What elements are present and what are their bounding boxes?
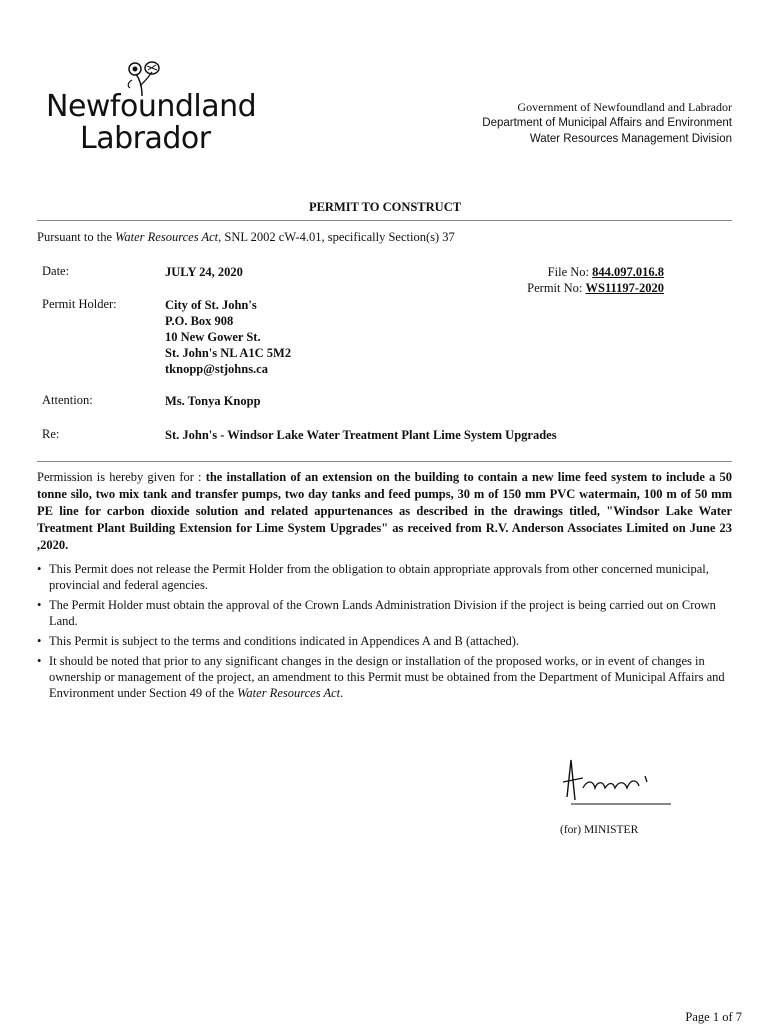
- government-logo: [44, 58, 257, 158]
- permission-body: the installation of an extension on the building to contain a new lime feed system to include a 50 tonne silo, two mix tank and transfer pumps, two day tanks and feed pumps, 30 m of 150 mm PVC watermain, 100 m of 50 mm PE line for carbon dioxide solution and related appurtenances as described in the drawings titled, "Windsor Lake Water Treatment Plant Building Extension for Lime System Upgrades" as received from R.V. Anderson Associates Limited on June 23 ,2020.: [37, 470, 732, 552]
- condition-item: • The Permit Holder must obtain the approval of the Crown Lands Administration Division if the project is being carried out on Crown Land.: [37, 598, 716, 628]
- file-info: [527, 264, 664, 296]
- document-title: PERMIT TO CONSTRUCT: [308, 200, 462, 214]
- permission-paragraph: [37, 469, 732, 554]
- date-value: JULY 24, 2020: [165, 265, 243, 279]
- holder-name: City of St. John's: [165, 298, 257, 312]
- holder-email: tknopp@stjohns.ca: [165, 362, 268, 376]
- permit-no-value: WS11197-2020: [585, 281, 664, 295]
- holder-street: 10 New Gower St.: [165, 330, 261, 344]
- re-label: Re:: [42, 427, 60, 441]
- department-name: Department of Municipal Affairs and Environment: [482, 117, 732, 129]
- signature-caption: (for) MINISTER: [560, 824, 639, 836]
- attention-label: Attention:: [42, 393, 93, 407]
- pursuant-suffix: , SNL 2002 cW-4.01, specifically Section(s) 37: [218, 230, 455, 244]
- holder-city: St. John's NL A1C 5M2: [165, 346, 292, 360]
- pursuant-act: Water Resources Act: [115, 230, 219, 244]
- condition-text: This Permit is subject to the terms and conditions indicated in Appendices A and B (attached).: [49, 634, 520, 648]
- condition-item: • This Permit does not release the Permit Holder from the obligation to obtain appropriate approvals from other concerned municipal, provincial and federal agencies.: [37, 562, 709, 592]
- condition-item: • This Permit is subject to the terms and conditions indicated in Appendices A and B (attached).: [37, 634, 520, 648]
- page-number: Page 1 of 7: [685, 1010, 742, 1024]
- divider: [37, 461, 732, 462]
- file-no: [527, 264, 664, 280]
- permit-no-label: Permit No:: [527, 281, 586, 295]
- condition-text: It should be noted that prior to any significant changes in the design or installation of the proposed works, or in event of changes in ownership or management of the project, an amendment to this Permit must be obtained from the Department of Municipal Affairs and Environment under Section 49 of the: [49, 654, 725, 700]
- pursuant-prefix: Pursuant to the: [37, 230, 116, 244]
- condition-item: • It should be noted that prior to any significant changes in the design or installation of the proposed works, or in event of changes in ownership or management of the project, an amendment to this Permit must be obtained from the Department of Municipal Affairs and Environment under Section 49 of the Water Resources Act.: [37, 654, 725, 700]
- holder-po-box: P.O. Box 908: [165, 314, 234, 328]
- re-value: St. John's - Windsor Lake Water Treatment Plant Lime System Upgrades: [165, 428, 557, 442]
- logo-line-1: Newfoundland: [46, 89, 257, 124]
- date-label: Date:: [42, 264, 70, 278]
- logo-line-2: Labrador: [80, 121, 211, 156]
- permit-holder-address: [165, 297, 291, 377]
- permission-prefix: Permission is hereby given for :: [37, 470, 206, 484]
- attention-value: Ms. Tonya Knopp: [165, 394, 261, 408]
- pursuant-statement: [37, 230, 455, 245]
- act-name: Water Resources Act: [237, 686, 341, 700]
- permit-holder-label: Permit Holder:: [42, 297, 117, 311]
- file-no-value: 844.097.016.8: [592, 265, 664, 279]
- permit-no: [527, 280, 664, 296]
- divider: [37, 220, 732, 221]
- file-no-label: File No:: [547, 265, 593, 279]
- government-header: [482, 99, 732, 147]
- condition-text: The Permit Holder must obtain the approval of the Crown Lands Administration Division if the project is being carried out on Crown Land.: [49, 598, 716, 628]
- condition-end: .: [340, 686, 344, 700]
- division-name: Water Resources Management Division: [529, 133, 732, 145]
- conditions-list: [37, 561, 732, 705]
- minister-signature: [553, 752, 673, 810]
- condition-text: This Permit does not release the Permit Holder from the obligation to obtain appropriate approvals from other concerned municipal, provincial and federal agencies.: [49, 562, 709, 592]
- government-name: Government of Newfoundland and Labrador: [517, 100, 732, 114]
